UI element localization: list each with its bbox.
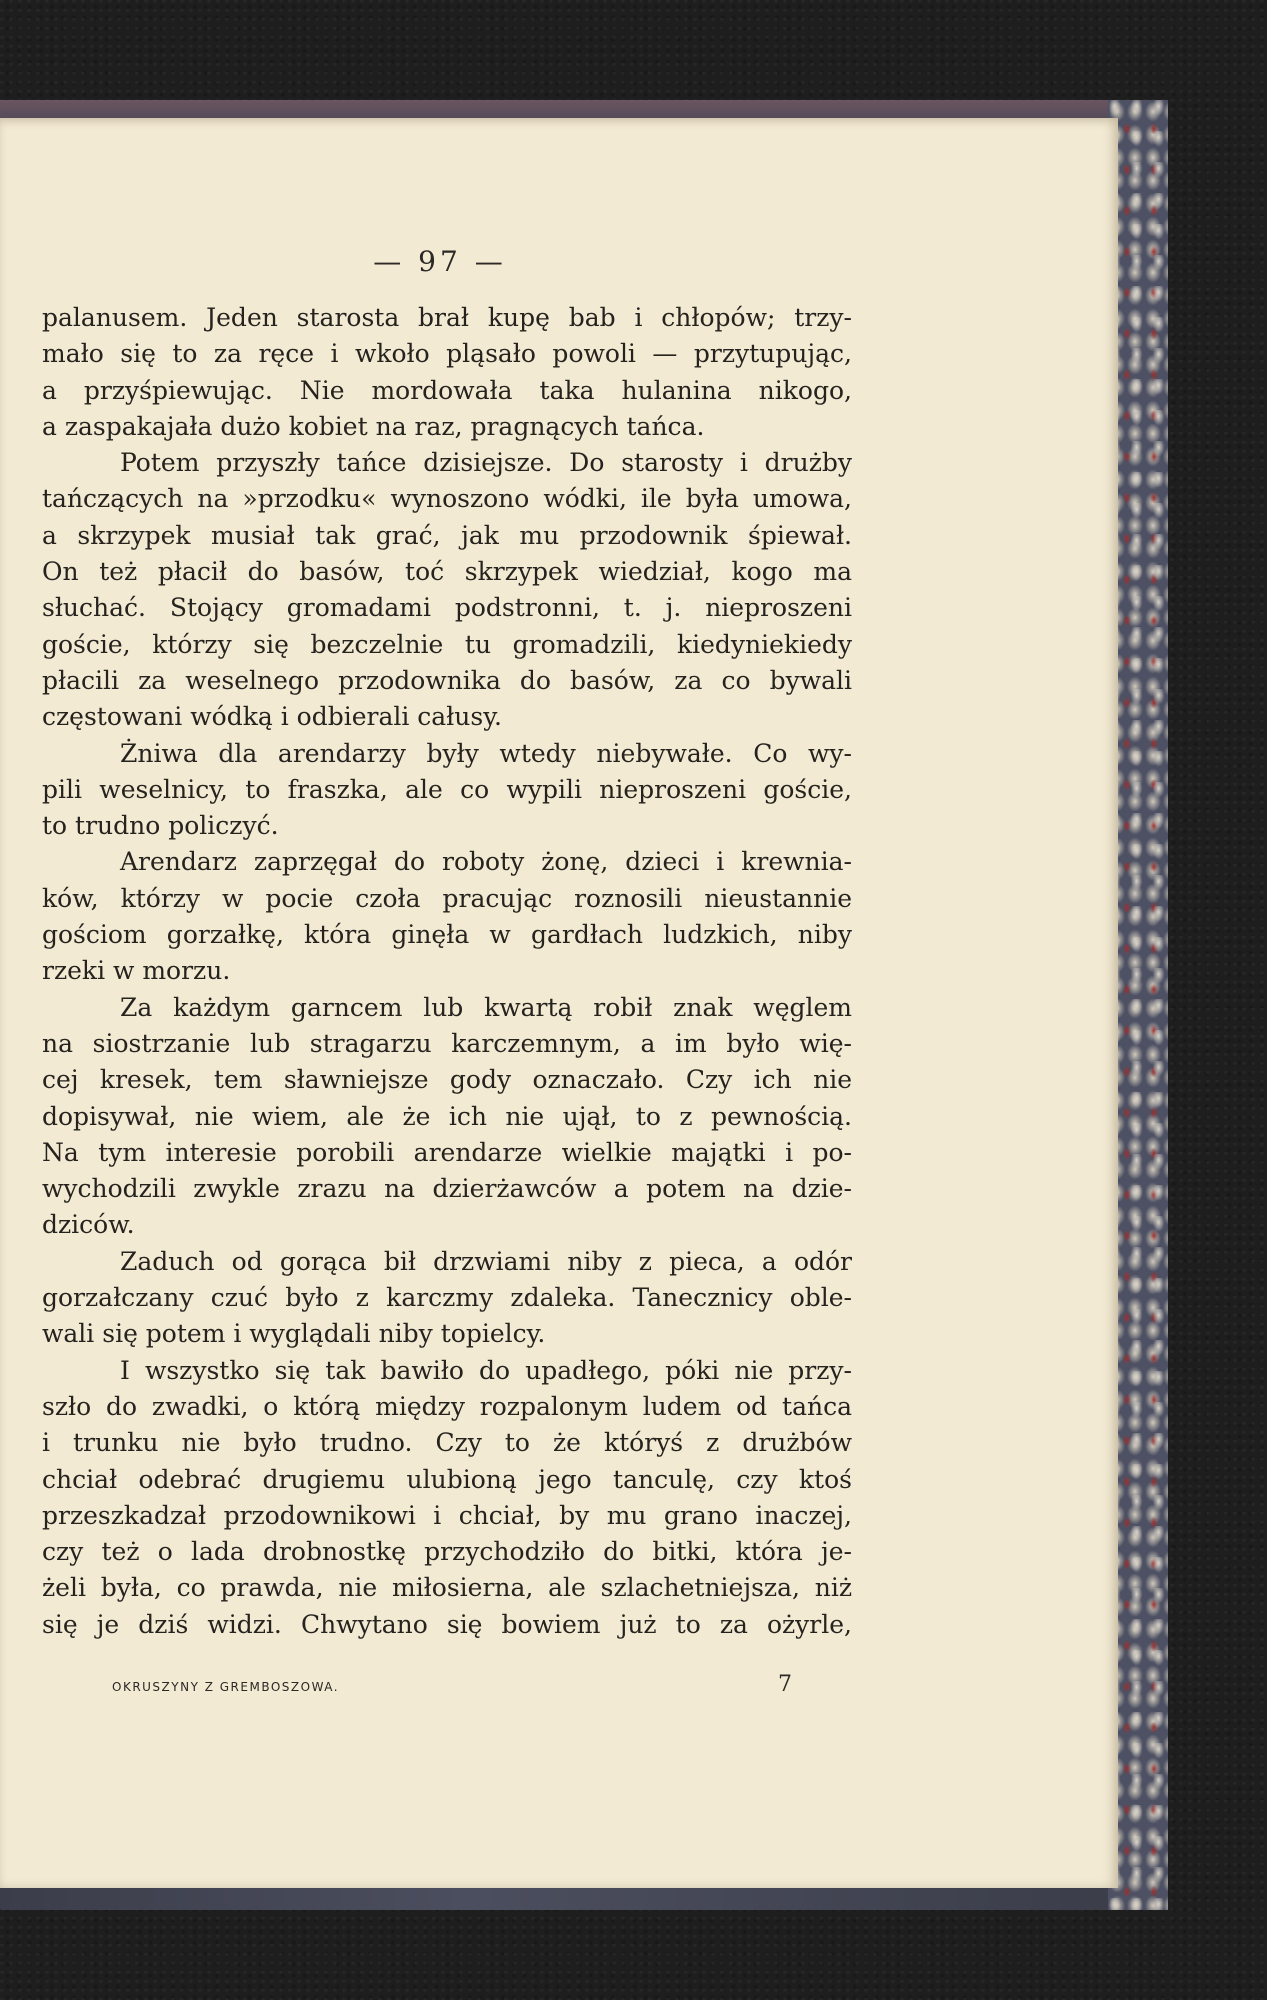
text-line: wychodzili zwykle zrazu na dzierżawców a potem na dzie- (42, 1174, 852, 1204)
text-line: pili weselnicy, to fraszka, ale co wypili nieproszeni goście, (42, 774, 852, 804)
text-line: żeli była, co prawda, nie miłosierna, ale szlachetniejsza, niż (42, 1573, 852, 1603)
text-line: wali się potem i wyglądali niby topielcy. (42, 1319, 546, 1349)
text-line: a skrzypek musiał tak grać, jak mu przodownik śpiewał. (42, 520, 852, 550)
text-line: tańczących na »przodku« wynoszono wódki, ile była umowa, (42, 484, 852, 514)
text-line: płacili za weselnego przodownika do basów, za co bywali (42, 665, 852, 695)
text-line: palanusem. Jeden starosta brał kupę bab i chłopów; trzy- (42, 303, 852, 332)
sheet-number: 7 (778, 1672, 792, 1697)
text-line: Na tym interesie porobili arendarze wielkie majątki i po- (42, 1137, 852, 1167)
text-line: i trunku nie było trudno. Czy to że któryś z drużbów (42, 1428, 852, 1458)
text-line: się je dziś widzi. Chwytano się bowiem już to za ożyrle, (42, 1609, 852, 1639)
text-line: na siostrzanie lub stragarzu karczemnym, a im było wię- (42, 1028, 852, 1058)
text-line: goście, którzy się bezczelnie tu gromadzili, kiedyniekiedy (42, 629, 852, 659)
text-line: cej kresek, tem sławniejsze gody oznaczało. Czy ich nie (42, 1065, 852, 1095)
text-line: mało się to za ręce i wkoło pląsało powoli — przytupując, (42, 339, 852, 369)
body-text (42, 300, 852, 1643)
text-line: częstowani wódką i odbierali całusy. (42, 702, 502, 732)
text-line: I wszystko się tak bawiło do upadłego, póki nie przy- (120, 1355, 852, 1385)
text-line: ków, którzy w pocie czoła pracując roznosili nieustannie (42, 883, 852, 913)
text-line: przeszkadzał przodownikowi i chciał, by mu grano inaczej, (42, 1500, 852, 1530)
text-line: Za każdym garncem lub kwartą robił znak węglem (120, 992, 852, 1022)
text-line: gorzałczany czuć było z karczmy zdaleka. Tanecznicy oble- (42, 1283, 852, 1313)
text-line: a zaspakajała dużo kobiet na raz, pragnących tańca. (42, 411, 705, 441)
text-line: gościom gorzałkę, która ginęła w gardłach ludzkich, niby (42, 920, 852, 950)
text-line: Arendarz zaprzęgał do roboty żonę, dzieci i krewnia- (120, 847, 852, 877)
printer-signature: OKRUSZYNY Z GREMBOSZOWA. (112, 1680, 340, 1694)
page-number: — 97 — (373, 245, 507, 278)
page-footer (112, 1672, 792, 1697)
text-line: Zaduch od gorąca bił drzwiami niby z pieca, a odór (120, 1246, 852, 1276)
text-line: słuchać. Stojący gromadami podstronni, t. j. nieproszeni (42, 593, 852, 623)
text-line: dziców. (42, 1210, 135, 1240)
text-line: dopisywał, nie wiem, ale że ich nie ujął, to z pewnością. (42, 1101, 852, 1131)
text-line: czy też o lada drobnostkę przychodziło do bitki, która je- (42, 1537, 852, 1567)
text-line: a przyśpiewując. Nie mordowała taka hulanina nikogo, (42, 375, 852, 405)
text-line: to trudno policzyć. (42, 811, 279, 841)
text-line: Potem przyszły tańce dzisiejsze. Do starosty i drużby (120, 448, 852, 478)
text-line: chciał odebrać drugiemu ulubioną jego tanculę, czy ktoś (42, 1464, 852, 1494)
text-line: rzeki w morzu. (42, 956, 231, 986)
text-line: Żniwa dla arendarzy były wtedy niebywałe. Co wy- (120, 738, 852, 768)
text-line: On też płacił do basów, toć skrzypek wiedział, kogo ma (42, 557, 852, 587)
text-line: szło do zwadki, o którą między rozpalonym ludem od tańca (42, 1391, 852, 1421)
